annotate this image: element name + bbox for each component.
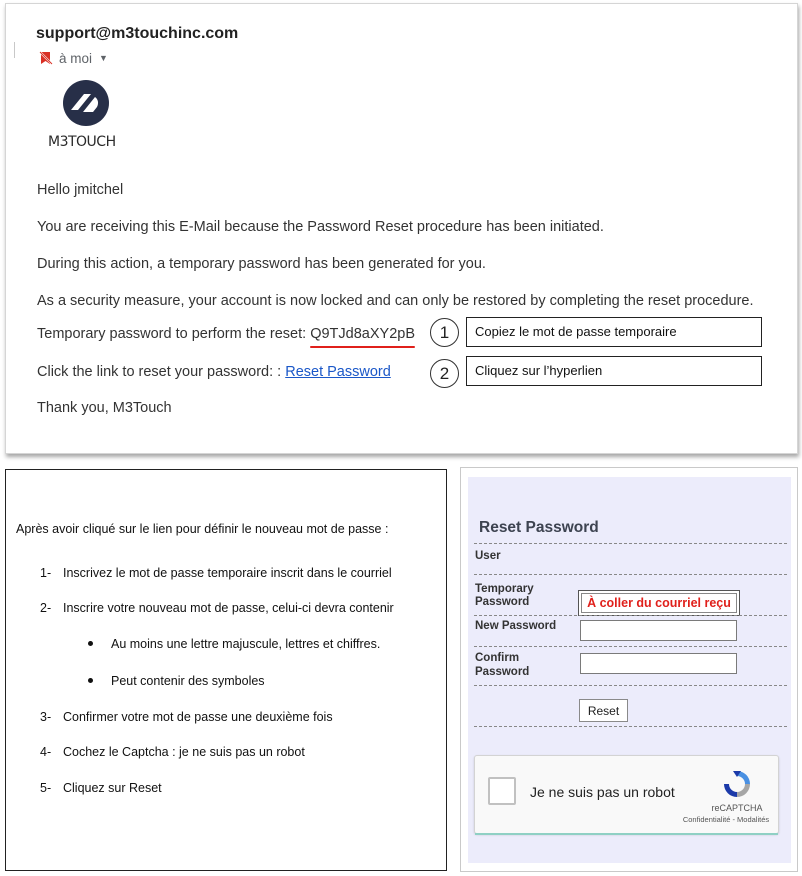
requirement-bullet bbox=[88, 637, 380, 651]
temp-password-label-line1: Temporary bbox=[475, 583, 534, 595]
recaptcha-widget bbox=[474, 755, 779, 834]
recaptcha-logo-icon bbox=[721, 768, 753, 800]
step-text: Cochez le Captcha : je ne suis pas un robot bbox=[63, 745, 305, 759]
chevron-down-icon[interactable]: ▼ bbox=[99, 53, 108, 63]
recaptcha-bottom-bar bbox=[475, 833, 778, 835]
step-text: Confirmer votre mot de passe une deuxième fois bbox=[63, 710, 333, 724]
temp-password-field[interactable]: À coller du courriel reçu bbox=[578, 590, 740, 616]
new-password-label: New Password bbox=[475, 620, 557, 632]
temp-password-value-wrap[interactable] bbox=[310, 326, 415, 342]
collapse-handle bbox=[14, 42, 17, 58]
confirm-password-label-line1: Confirm bbox=[475, 652, 520, 664]
highlight-underline bbox=[310, 346, 415, 348]
email-line: As a security measure, your account is now locked and can only be restored by completing the reset procedure. bbox=[37, 293, 754, 309]
email-greeting: Hello jmitchel bbox=[37, 182, 124, 198]
bullet-text: Peut contenir des symboles bbox=[111, 674, 265, 688]
divider bbox=[474, 685, 787, 686]
step-number: 3- bbox=[40, 710, 52, 724]
bullet-icon bbox=[88, 641, 93, 646]
email-panel bbox=[5, 3, 798, 454]
instructions-panel bbox=[5, 469, 447, 871]
new-password-input[interactable] bbox=[580, 620, 737, 641]
confirm-password-label-line2: Password bbox=[475, 666, 530, 678]
email-signoff: Thank you, M3Touch bbox=[37, 400, 172, 416]
reset-link-line bbox=[37, 364, 391, 380]
requirement-bullet bbox=[88, 674, 265, 688]
confirm-password-input[interactable] bbox=[580, 653, 737, 674]
email-line: You are receiving this E-Mail because the Password Reset procedure has been initiated. bbox=[37, 219, 604, 235]
recaptcha-label: Je ne suis pas un robot bbox=[530, 784, 675, 800]
temp-password-label: Temporary password to perform the reset: bbox=[37, 326, 307, 342]
divider bbox=[474, 646, 787, 647]
recaptcha-links[interactable]: Confidentialité - Modalités bbox=[682, 815, 770, 824]
user-label: User bbox=[475, 550, 501, 562]
email-sender: support@m3touchinc.com bbox=[36, 25, 239, 42]
step-number: 1- bbox=[40, 566, 52, 580]
reset-form-screenshot bbox=[460, 467, 798, 872]
reset-password-link[interactable]: Reset Password bbox=[285, 364, 391, 380]
divider bbox=[474, 726, 787, 727]
reset-link-label: Click the link to reset your password: : bbox=[37, 364, 282, 380]
step-circle-2: 2 bbox=[430, 359, 459, 388]
temp-password-value[interactable]: Q9TJd8aXY2pB bbox=[310, 326, 415, 342]
divider bbox=[474, 574, 787, 575]
instructions-intro: Après avoir cliqué sur le lien pour définir le nouveau mot de passe : bbox=[16, 522, 389, 536]
callout-click-link: Cliquez sur l’hyperlien bbox=[466, 356, 762, 386]
m3touch-logo-icon bbox=[62, 79, 110, 127]
step-text: Inscrire votre nouveau mot de passe, celui-ci devra contenir bbox=[63, 601, 394, 615]
recipient-label: à moi bbox=[59, 50, 93, 66]
divider bbox=[474, 615, 787, 616]
step-text: Inscrivez le mot de passe temporaire inscrit dans le courriel bbox=[63, 566, 392, 580]
callout-copy-password: Copiez le mot de passe temporaire bbox=[466, 317, 762, 347]
step-text: Cliquez sur Reset bbox=[63, 781, 162, 795]
reset-button[interactable]: Reset bbox=[579, 699, 628, 722]
email-line: During this action, a temporary password has been generated for you. bbox=[37, 256, 486, 272]
temp-password-line bbox=[37, 326, 415, 342]
recaptcha-brand: reCAPTCHA bbox=[711, 803, 763, 813]
step-number: 4- bbox=[40, 745, 52, 759]
step-circle-1: 1 bbox=[430, 318, 459, 347]
step-number: 5- bbox=[40, 781, 52, 795]
divider bbox=[474, 543, 787, 544]
reset-password-form bbox=[468, 477, 791, 863]
form-title: Reset Password bbox=[479, 519, 599, 536]
recaptcha-checkbox[interactable] bbox=[488, 777, 516, 805]
important-marker-icon bbox=[38, 50, 54, 66]
recipient-row[interactable] bbox=[38, 50, 108, 66]
step-number: 2- bbox=[40, 601, 52, 615]
temp-password-label-line2: Password bbox=[475, 596, 530, 608]
logo-text: M3TOUCH bbox=[48, 134, 116, 150]
bullet-text: Au moins une lettre majuscule, lettres et chiffres. bbox=[111, 637, 381, 651]
bullet-icon bbox=[88, 678, 93, 683]
